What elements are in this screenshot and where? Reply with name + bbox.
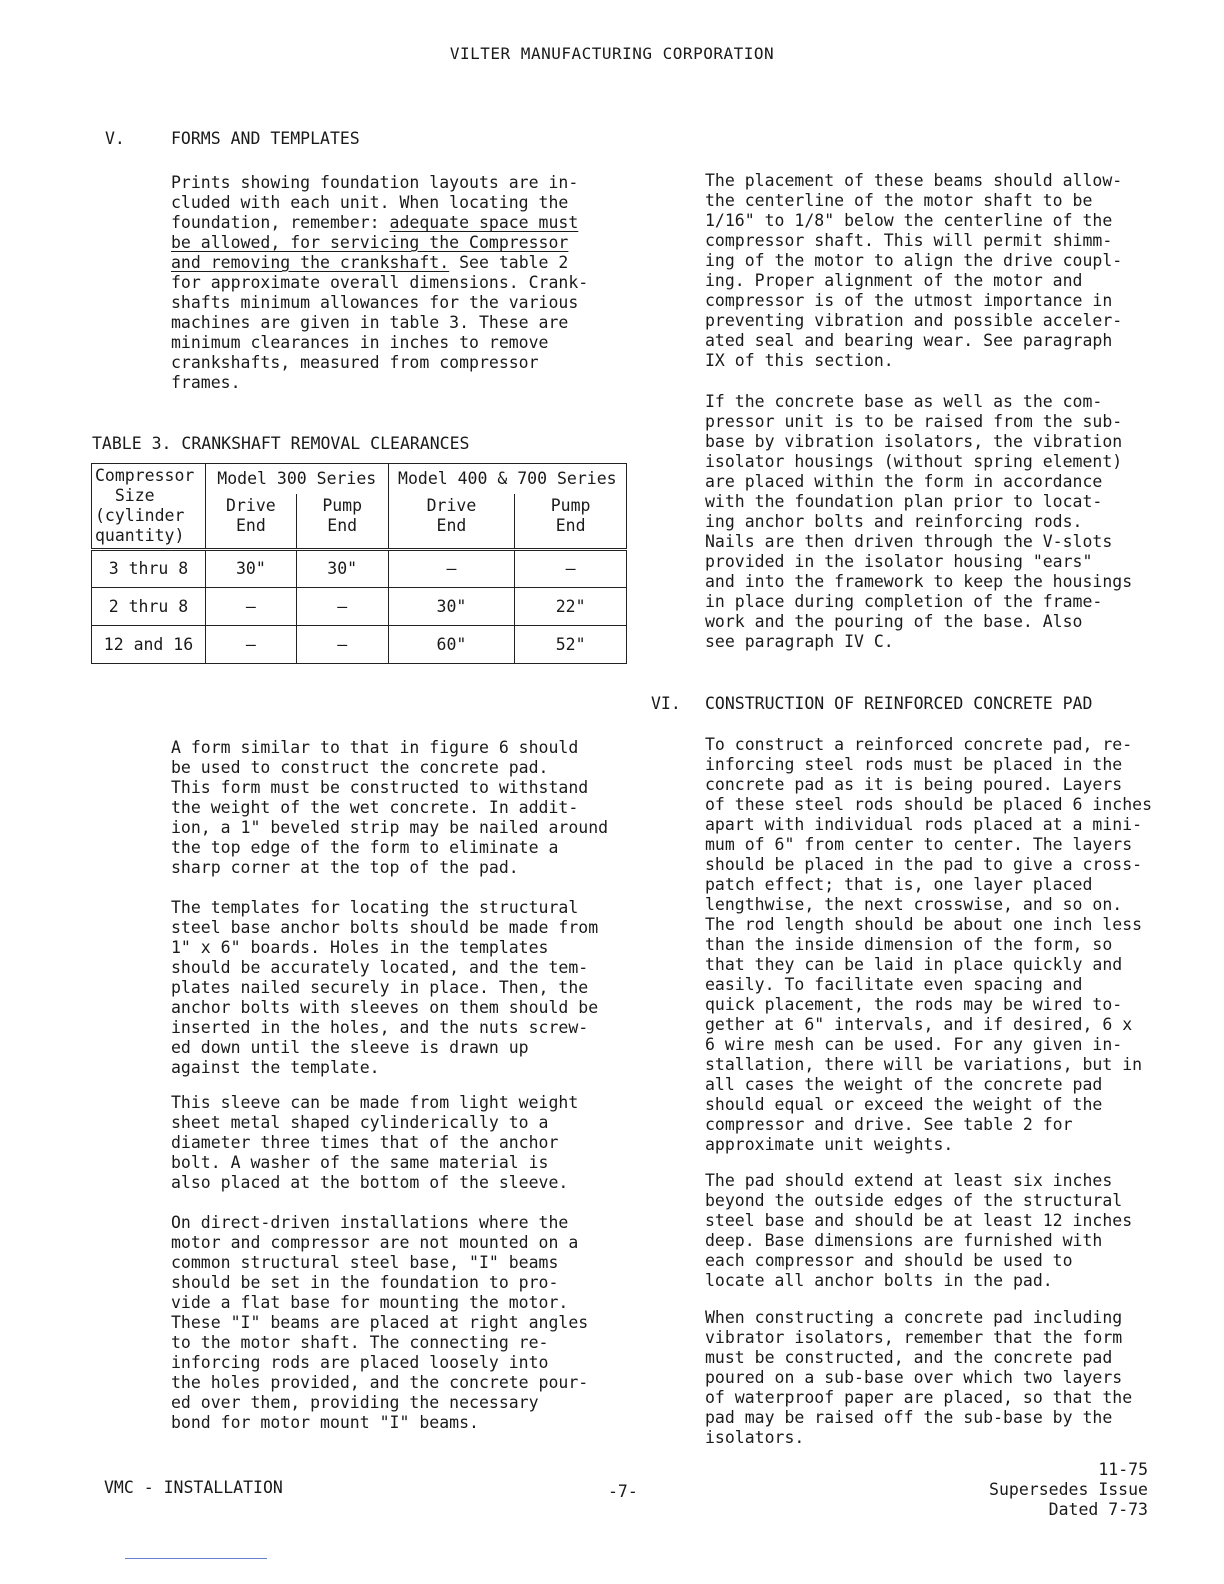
intro-text-a: Prints showing foundation layouts are in- cluded with each unit. When locating the foundation, remember: <box>171 173 579 232</box>
cell-300-drive: 30" <box>205 550 296 588</box>
vibrator-isolators-paragraph: When constructing a concrete pad including vibrator isolators, remember that the form must be constructed, and the concrete pad poured on a sub-base over which two layers of waterproof paper are placed, so that the pad may be raised off the sub-base by the isolators. <box>705 1308 1133 1447</box>
section-title-forms: FORMS AND TEMPLATES <box>171 129 360 148</box>
page-header: VILTER MANUFACTURING CORPORATION <box>449 44 775 63</box>
footer-revision <box>989 1460 1148 1520</box>
intro-underline-1: adequate space must <box>389 213 579 232</box>
cell-400-pump: 22" <box>515 588 627 626</box>
beam-placement-paragraph: The placement of these beams should allow- the centerline of the motor shaft to be 1/16" to 1/8" below the centerline of the compressor shaft. This will permit shimm- ing of the motor to align the drive coupl- ing. Proper alignment of the motor and compressor is of the utmost importance in preventing vibration and possible acceler- ated seal and bearing wear. See paragraph IX of this section. <box>705 171 1123 370</box>
cell-400-drive: 30" <box>388 588 515 626</box>
header-compressor-size: Compressor Size (cylinder quantity) <box>92 464 206 550</box>
intro-text-c: for approximate overall dimensions. Crank- shafts minimum allowances for the various machines are given in table 3. These are minimum clearances in inches to remove crankshafts, measured from compressor frames. <box>171 273 589 392</box>
table-title: TABLE 3. CRANKSHAFT REMOVAL CLEARANCES <box>92 434 470 453</box>
form-paragraph: A form similar to that in figure 6 should be used to construct the concrete pad. This form must be constructed to withstand the weight of the wet concrete. In addit- ion, a 1" beveled strip may be nailed around the top edge of the form to eliminate a sharp corner at the top of the pad. <box>171 738 609 877</box>
direct-driven-paragraph: On direct-driven installations where the motor and compressor are not mounted on a common structural steel base, "I" beams should be set in the foundation to pro- vide a flat base for mounting the motor. These "I" beams are placed at right angles to the motor shaft. The connecting re- inforcing rods are placed loosely into the holes provided, and the concrete pour- ed over them, providing the necessary bond for motor mount "I" beams. <box>171 1213 589 1432</box>
page-number: -7- <box>608 1482 638 1501</box>
sleeve-paragraph: This sleeve can be made from light weight sheet metal shaped cylinderically to a diameter three times that of the anchor bolt. A washer of the same material is also placed at the bottom of the sleeve. <box>171 1093 579 1192</box>
cell-300-drive: — <box>205 626 296 664</box>
header-400-pump-end: Pump End <box>515 494 627 550</box>
pad-extent-paragraph: The pad should extend at least six inches beyond the outside edges of the structural steel base and should be at least 12 inches deep. Base dimensions are furnished with each compressor and should be used to locate all anchor bolts in the pad. <box>705 1171 1133 1290</box>
intro-text-b: See table 2 <box>449 253 569 272</box>
header-model-300: Model 300 Series <box>205 464 388 495</box>
crankshaft-clearance-table <box>91 463 627 664</box>
issue-date: 11-75 <box>1098 1460 1148 1479</box>
cell-size: 12 and 16 <box>92 626 206 664</box>
header-300-drive-end: Drive End <box>205 494 296 550</box>
intro-underline-3: and removing the crankshaft. <box>171 253 450 272</box>
intro-underline-2: be allowed, for servicing the Compressor <box>171 233 569 252</box>
templates-paragraph: The templates for locating the structural steel base anchor bolts should be made from 1" x 6" boards. Holes in the templates should be accurately located, and the tem- plates nailed securely in place. Then, the anchor bolts with sleeves on them should be inserted in the holes, and the nuts screw- ed down until the sleeve is drawn up against the template. <box>171 898 599 1077</box>
cell-300-pump: 30" <box>296 550 388 588</box>
cell-400-drive: — <box>388 550 515 588</box>
isolator-paragraph: If the concrete base as well as the com- pressor unit is to be raised from the sub- base by vibration isolators, the vibration isolator housings (without spring element) are placed within the form in accordance with the foundation plan prior to locat- ing anchor bolts and reinforcing rods. Nails are then driven through the V-slots provided in the isolator housing "ears" and into the framework to keep the housings in place during completion of the frame- work and the pouring of the base. Also see paragraph IV C. <box>705 392 1133 651</box>
table-row <box>92 626 627 664</box>
cell-300-pump: — <box>296 626 388 664</box>
cell-300-drive: — <box>205 588 296 626</box>
header-model-400-700: Model 400 & 700 Series <box>388 464 626 495</box>
cell-300-pump: — <box>296 588 388 626</box>
section-title-construction: CONSTRUCTION OF REINFORCED CONCRETE PAD <box>705 694 1093 713</box>
dated-label: Dated 7-73 <box>1048 1500 1148 1519</box>
cell-400-pump: — <box>515 550 627 588</box>
cell-size: 2 thru 8 <box>92 588 206 626</box>
cell-400-pump: 52" <box>515 626 627 664</box>
section-number-vi: VI. <box>651 694 681 713</box>
cell-400-drive: 60" <box>388 626 515 664</box>
footer-left: VMC - INSTALLATION <box>104 1478 283 1497</box>
forms-intro-paragraph <box>171 173 588 393</box>
cell-size: 3 thru 8 <box>92 550 206 588</box>
header-400-drive-end: Drive End <box>388 494 515 550</box>
section-number-v: V. <box>105 129 125 148</box>
table-row <box>92 550 627 588</box>
supersedes-label: Supersedes Issue <box>989 1480 1148 1499</box>
table-header-row <box>92 464 627 495</box>
footer-rule <box>125 1558 267 1559</box>
reinforcing-paragraph: To construct a reinforced concrete pad, re- inforcing steel rods must be placed in the concrete pad as it is being poured. Layers of these steel rods should be placed 6 inches apart with individual rods placed at a mini- mum of 6" from center to center. The layers should be placed in the pad to give a cross- patch effect; that is, one layer placed lengthwise, the next crosswise, and so on. The rod length should be about one inch less than the inside dimension of the form, so that they can be laid in place quickly and easily. To facilitate even spacing and quick placement, the rods may be wired to- gether at 6" intervals, and if desired, 6 x 6 wire mesh can be used. For any given in- stallation, there will be variations, but in all cases the weight of the concrete pad should equal or exceed the weight of the compressor and drive. See table 2 for approximate unit weights. <box>705 735 1153 1154</box>
table-row <box>92 588 627 626</box>
header-300-pump-end: Pump End <box>296 494 388 550</box>
